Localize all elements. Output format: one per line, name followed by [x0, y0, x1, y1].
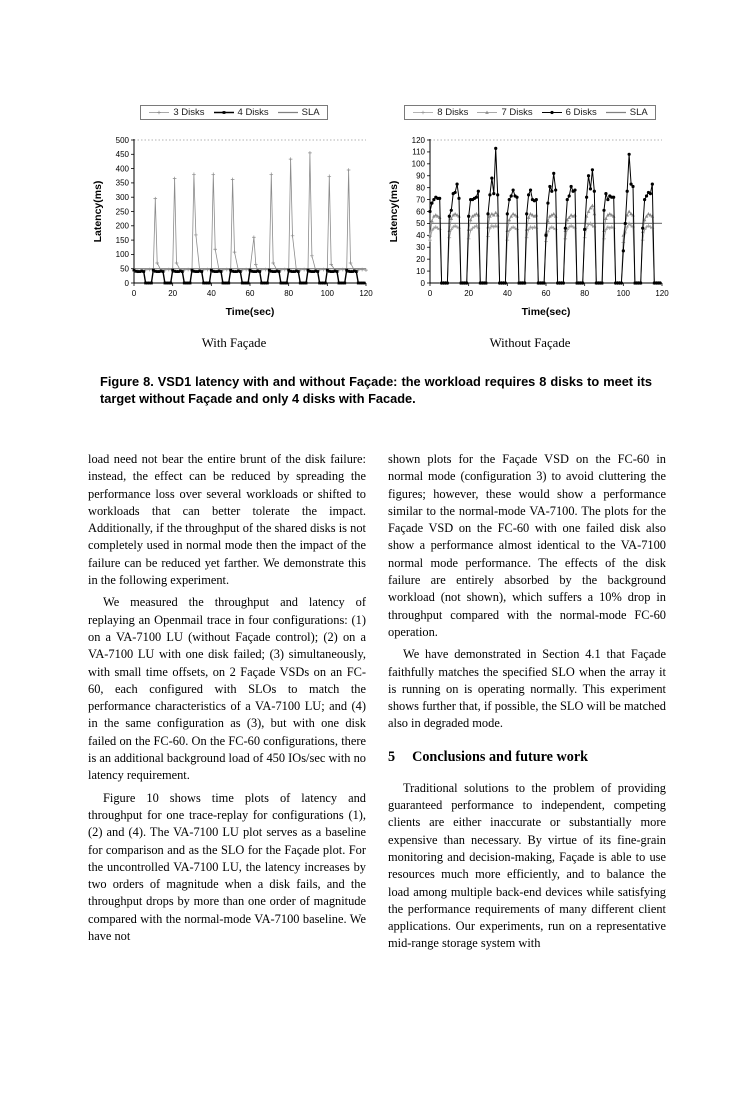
chart-legend: [140, 105, 327, 120]
x-axis-title: Time(sec): [225, 306, 275, 318]
legend-marker-7-disks: [476, 108, 498, 117]
svg-text:100: 100: [320, 289, 335, 298]
svg-text:80: 80: [416, 183, 425, 193]
paragraph: We measured the throughput and latency of replaying an Openmail trace in four configurations: (1) on a VA-7100 LU (without Façade control); (2) on a VA-7100 LU with one disk failed; (3) simultaneously, with small time offsets, on 2 Façade VSDs on an FC-60, each configured with SLOs to match the performance characteristics of a VA-7100 LU; and (4) in the same configuration as (3), but with one disk failed on the FC-60. On the FC-60 configurations, there is an additional background load of 450 IOs/sec with no latency requirement.: [88, 595, 366, 783]
svg-text:30: 30: [416, 243, 425, 253]
svg-text:20: 20: [168, 289, 178, 298]
svg-text:60: 60: [541, 289, 551, 298]
legend-marker-sla: [277, 108, 299, 117]
svg-text:90: 90: [416, 171, 425, 181]
legend-marker-8-disks: [412, 108, 434, 117]
svg-text:20: 20: [464, 289, 474, 298]
legend-marker-3-disks: [148, 108, 170, 117]
svg-text:0: 0: [427, 289, 433, 298]
svg-text:0: 0: [131, 289, 137, 298]
paragraph: Figure 10 shows time plots of latency and throughput for one trace-replay for configurations (1), (2) and (4). The VA-7100 LU plot serves as a baseline for comparison and as the SLO for the Façade plot. For the uncontrolled VA-7100 LU, the latency increases by two orders of magnitude when a disk fails, and the throughput drops by more than one order of magnitude compared with the normal-mode VA-7100 baseline. We have not: [88, 790, 366, 944]
chart-area: [88, 126, 380, 326]
legend-item-sla: [277, 107, 320, 118]
svg-text:110: 110: [412, 147, 425, 157]
paragraph: Traditional solutions to the problem of providing guaranteed performance to independent, competing clients are either inaccurate or substantially more expensive than necessary. By virtue of its fine-grain monitoring and decision-making, Façade is able to use resources much more efficiently, and to balance the load among multiple back-end devices while satisfying the performance requirements of many different client applications. Our experiments, run on a representative mid-range storage system with: [388, 780, 666, 951]
chart-plot: [88, 126, 380, 326]
chart-plot: [384, 126, 676, 326]
svg-text:120: 120: [655, 289, 669, 298]
svg-text:50: 50: [416, 219, 425, 229]
figure-panel-with-facade: [88, 104, 380, 351]
right-column: [388, 451, 666, 958]
section-heading: [388, 749, 666, 766]
svg-text:20: 20: [416, 254, 425, 264]
svg-text:40: 40: [502, 289, 512, 298]
legend-item-3-disks: [148, 107, 204, 118]
y-axis-title: Latency(ms): [388, 180, 400, 243]
legend-item-6-disks: [541, 107, 597, 118]
series-line-6-disks: [430, 148, 660, 283]
svg-text:40: 40: [206, 289, 216, 298]
svg-text:150: 150: [115, 235, 129, 245]
svg-text:250: 250: [115, 207, 129, 217]
svg-text:500: 500: [115, 135, 129, 145]
legend-label: 6 Disks: [565, 107, 597, 118]
chart-area: [384, 126, 676, 326]
paragraph: We have demonstrated in Section 4.1 that Façade faithfully matches the specified SLO when the array it is running on is operating normally. This experiment shows further that, if possible, the SLO will be matched also in degraded mode.: [388, 647, 666, 731]
svg-text:100: 100: [616, 289, 631, 298]
svg-text:300: 300: [115, 193, 129, 202]
svg-text:0: 0: [420, 278, 425, 288]
svg-text:100: 100: [115, 250, 129, 260]
svg-text:100: 100: [411, 159, 425, 169]
legend-label: SLA: [629, 107, 648, 118]
panel-caption-with-facade: With Façade: [201, 336, 267, 350]
svg-text:70: 70: [416, 195, 425, 205]
paragraph: load need not bear the entire brunt of the disk failure: instead, the effect can be reduced by spreading the performance loss over several workloads or shifted to workloads that can better tolerate the impact. Additionally, if the throughput of the shared disks is not completely used in normal mode then the impact of the failure can be reduced yet farther. We demonstrate this in the following experiment.: [88, 452, 366, 588]
svg-text:120: 120: [411, 135, 425, 145]
left-column: [88, 451, 366, 950]
legend-marker-4-disks: [213, 108, 235, 117]
figure-caption: Figure 8. VSD1 latency with and without Façade: the workload requires 8 disks to meet its target without Façade and only 4 disks with Facade.: [100, 374, 652, 406]
chart-legend: [404, 105, 655, 120]
svg-text:350: 350: [115, 178, 129, 188]
legend-row: [384, 104, 676, 126]
svg-text:60: 60: [245, 289, 255, 298]
svg-text:40: 40: [416, 231, 425, 241]
legend-label: 4 Disks: [237, 107, 269, 118]
legend-item-7-disks: [476, 107, 532, 118]
legend-marker-6-disks: [541, 108, 563, 117]
paragraph: shown plots for the Façade VSD on the FC-60 in normal mode (configuration 3) to avoid cluttering the figures; however, these would show a performance similar to the normal-mode VA-7100. The plots for the Façade VSD on the FC-60 with one failed disk also show a performance almost identical to the VA-7100 normal mode performance. The effects of the disk failure are entirely absorbed by the background workload (not shown), which suffers a 10% drop in throughput compared with the normal-mode FC-60 operation.: [388, 452, 666, 639]
svg-text:50: 50: [120, 264, 129, 274]
series-line-3-disks: [134, 153, 366, 271]
legend-item-8-disks: [412, 107, 468, 118]
y-axis-title: Latency(ms): [92, 180, 104, 243]
svg-text:60: 60: [416, 207, 425, 217]
svg-text:400: 400: [115, 164, 129, 174]
svg-text:80: 80: [580, 289, 590, 298]
svg-text:10: 10: [416, 266, 425, 276]
section-title: Conclusions and future work: [412, 748, 589, 765]
legend-item-sla: [605, 107, 648, 118]
svg-text:200: 200: [115, 221, 129, 231]
x-axis-title: Time(sec): [521, 306, 571, 318]
svg-text:120: 120: [359, 289, 373, 298]
legend-marker-sla: [605, 108, 627, 117]
legend-label: 7 Disks: [501, 107, 533, 118]
figure-panel-without-facade: [384, 104, 676, 351]
section-number: 5: [388, 748, 396, 765]
svg-text:450: 450: [115, 150, 129, 160]
legend-label: SLA: [301, 107, 320, 118]
legend-label: 3 Disks: [173, 107, 205, 118]
panel-caption-without-facade: Without Façade: [489, 336, 571, 350]
svg-text:0: 0: [124, 278, 129, 288]
legend-item-4-disks: [213, 107, 269, 118]
legend-label: 8 Disks: [437, 107, 469, 118]
legend-row: [88, 104, 380, 126]
svg-text:80: 80: [284, 289, 294, 298]
